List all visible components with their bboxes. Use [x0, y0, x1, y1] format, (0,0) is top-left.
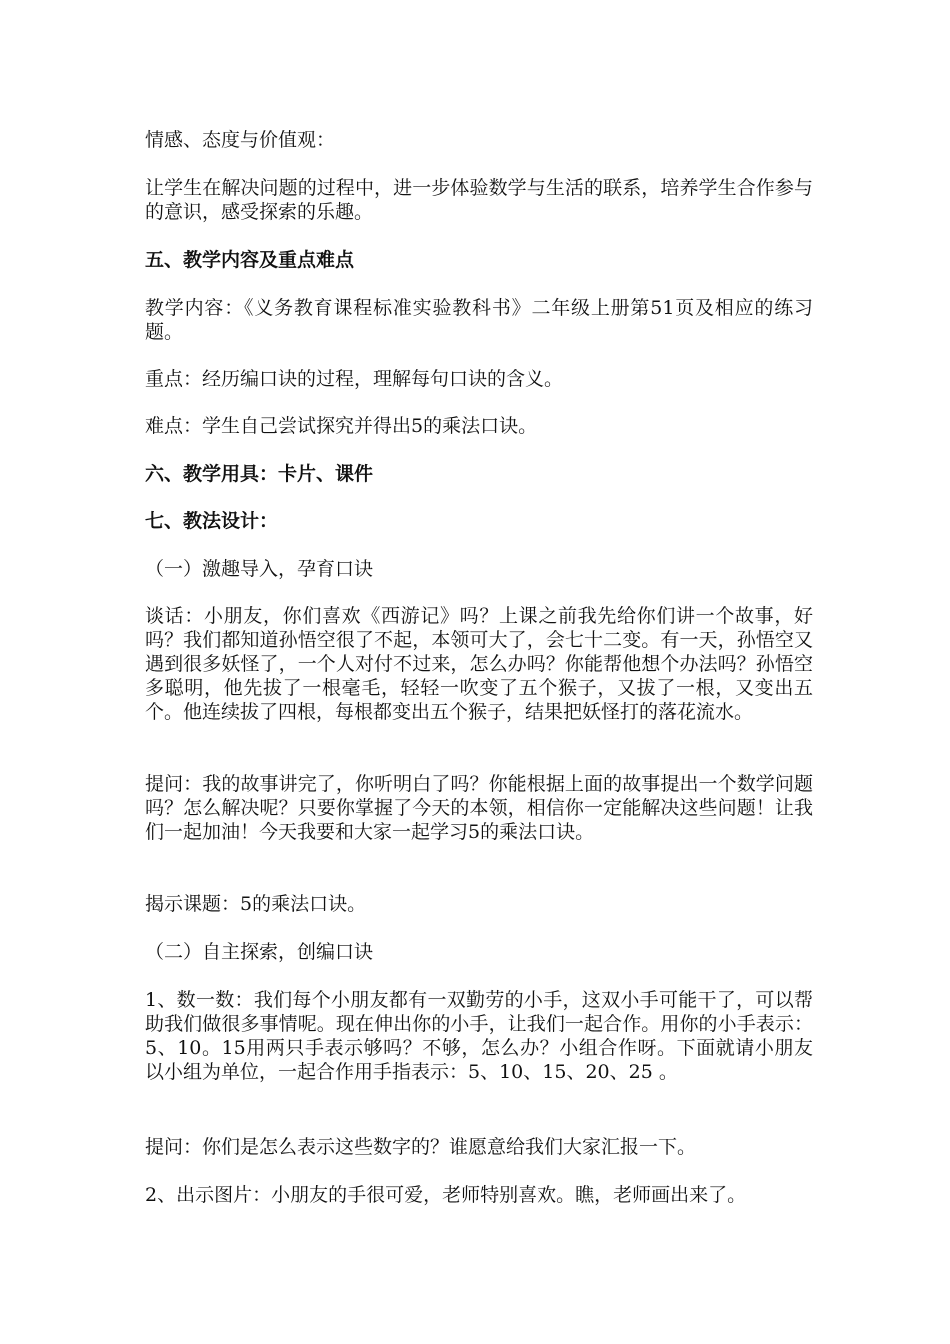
paragraph-attitude-heading: 情感、态度与价值观： [145, 129, 336, 151]
subsection-heading-two: （二）自主探索，创编口诀 [145, 941, 374, 963]
paragraph-story: 谈话：小朋友，你们喜欢《西游记》吗？上课之前我先给你们讲一个故事，好吗？我们都知道孙悟空很了不起，本领可大了，会七十二变。有一天，孙悟空又遇到很多妖怪了，一个人对付不过来，怎么办吗？你能帮他想个办法吗？孙悟空多聪明，他先拔了一根毫毛，轻轻一吹变了五个猴子，又拔了一根，又变出五个。他连续拔了四根，每根都变出五个猴子，结果把妖怪打的落花流水。 [145, 605, 813, 723]
paragraph-difficulty: 难点：学生自己尝试探究并得出5的乘法口诀。 [145, 415, 538, 437]
paragraph-teaching-content: 教学内容：《义务教育课程标准实验教科书》二年级上册第51页及相应的练习题。 [145, 297, 813, 343]
paragraph-key-point: 重点：经历编口诀的过程，理解每句口诀的含义。 [145, 368, 564, 390]
paragraph-count: 1、数一数：我们每个小朋友都有一双勤劳的小手，这双小手可能干了，可以帮助我们做很多事情呢。现在伸出你的小手，让我们一起合作。用你的小手表示：5、10。15用两只手表示够吗？不够，怎么办？小组合作呀。下面就请小朋友以小组为单位，一起合作用手指表示：5、10、15、20、25 。 [145, 989, 813, 1083]
paragraph-attitude-text: 让学生在解决问题的过程中，进一步体验数学与生活的联系，培养学生合作参与的意识，感受探索的乐趣。 [145, 177, 813, 223]
section-heading-seven: 七、教法设计： [145, 510, 279, 532]
paragraph-topic: 揭示课题：5的乘法口诀。 [145, 893, 367, 915]
subsection-heading-one: （一）激趣导入，孕育口诀 [145, 558, 374, 580]
section-heading-six: 六、教学用具：卡片、课件 [145, 463, 374, 485]
section-heading-five: 五、教学内容及重点难点 [145, 249, 355, 271]
paragraph-show-picture: 2、出示图片：小朋友的手很可爱，老师特别喜欢。瞧，老师画出来了。 [145, 1184, 747, 1206]
paragraph-report: 提问：你们是怎么表示这些数字的？谁愿意给我们大家汇报一下。 [145, 1136, 697, 1158]
paragraph-question: 提问：我的故事讲完了，你听明白了吗？你能根据上面的故事提出一个数学问题吗？怎么解决呢？只要你掌握了今天的本领，相信你一定能解决这些问题！让我们一起加油！今天我要和大家一起学习5的乘法口诀。 [145, 773, 813, 843]
